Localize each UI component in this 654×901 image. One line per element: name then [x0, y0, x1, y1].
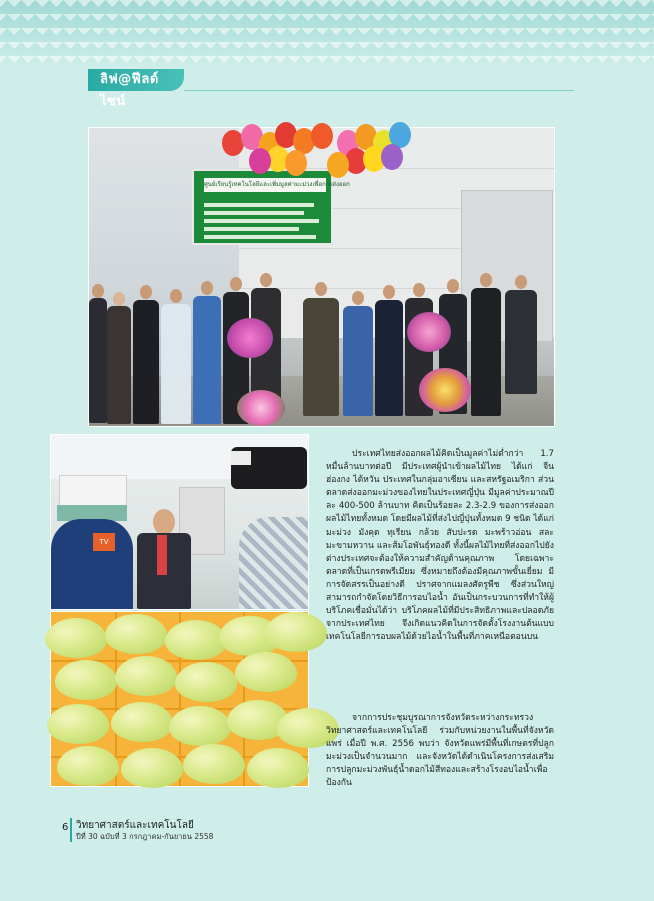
mango: [247, 748, 309, 788]
interview-photo: [50, 434, 309, 610]
ceremony-photo: [88, 127, 555, 427]
reporter: [51, 519, 133, 609]
sign-title: ศูนย์เรียนรู้เทคโนโลยีและเพิ่มมูลค่ามะม่วงเพื่อการส่งออก: [204, 178, 326, 192]
mango: [57, 746, 119, 786]
mango: [111, 702, 173, 742]
article-paragraph: ประเทศไทยส่งออกผลไม้คิดเป็นมูลค่าไม่ต่ำกว่า 1.7 หมื่นล้านบาทต่อปี มีประเทศผู้นำเข้าผลไม้ไทย ได้แก่ จีน ฮ่องกง ไต้หวัน ประเทศในกลุ่มอาเซียน และสหรัฐอเมริกา ส่วนตลาดส่งออกมะม่วงของไทยในประเทศญี่ปุ่น มีมูลค่าประมาณปีละ 400-500 ล้านบาท คิดเป็นร้อยละ 2.3-2.9 ของการส่งออกผลไม้ไทยทั้งหมด โดยมีผลไม้ที่ส่งไปญี่ปุ่นทั้งหมด 9 ชนิด ได้แก่ มะม่วง มังคุด ทุเรียน กล้วย สับปะรด มะพร้าวอ่อน สละ มะขามหวาน และส้มโอพันธุ์ทองดี ทั้งนี้ผลไม้ไทยที่ส่งออกไปยังต่างประเทศจะต้องให้ความสำคัญด้านคุณภาพ โดยเฉพาะตลาดที่เป็นเกรดพรีเมียม ซึ่งหมายถึงต้องมีคุณภาพขั้นเยี่ยม มีการจัดสรรเป็นอย่างดี ปราศจากแมลงศัตรูพืช ซึ่งส่วนใหญ่สามารถกำจัดโดยวิธีการอบไอน้ำ อันเป็นกระบวนการที่ทำให้ผู้บริโภคเชื่อมั่นได้ว่า บริโภคผลไม้ที่มีประสิทธิภาพและปลอดภัยจากประเทศไทย จึงเกิดแนวคิดในการจัดตั้งโรงงานต้นแบบเทคโนโลยีการอบผลไม้ด้วยไอน้ำในพื้นที่ภาคเหนือตอนบน: [326, 449, 554, 643]
page-number: 6: [62, 822, 69, 833]
footer-divider: [70, 818, 72, 842]
mango: [169, 706, 231, 746]
mango: [47, 704, 109, 744]
mango: [105, 614, 167, 654]
mango: [115, 656, 177, 696]
mango: [45, 618, 107, 658]
balloon: [311, 123, 333, 149]
flower-arrangement: [227, 318, 273, 358]
magazine-title: วิทยาศาสตร์และเทคโนโลยี: [76, 820, 194, 831]
cameraman: [239, 517, 308, 609]
header-pattern: [0, 0, 654, 68]
mango: [165, 620, 227, 660]
mango: [235, 652, 297, 692]
mango: [55, 660, 117, 700]
flower-arrangement: [237, 390, 285, 426]
flower-arrangement: [407, 312, 451, 352]
flower-arrangement: [419, 368, 471, 412]
mic-label: TV: [93, 533, 115, 551]
balloon: [249, 148, 271, 174]
section-divider: [184, 90, 574, 91]
article-paragraph: จากการประชุมบูรณาการจังหวัดระหว่างกระทรวงวิทยาศาสตร์และเทคโนโลยี ร่วมกับหน่วยงานในพื้นที่จังหวัดแพร่ เมื่อปี พ.ศ. 2556 พบว่า จังหวัดแพร่มีพื้นที่เกษตรที่ปลูกมะม่วงเป็นจำนวนมาก และจังหวัดได้ดำเนินโครงการส่งเสริมการปลูกมะม่วงพันธุ์น้ำดอกไม้สีทองและสร้างโรงอบไอน้ำเพื่อป้องกัน: [326, 713, 554, 789]
center-sign: [192, 169, 350, 245]
section-tag: ลิฟ@ฟีลด์ไซน์: [88, 69, 184, 91]
mango: [175, 662, 237, 702]
balloon: [327, 152, 349, 178]
issue-info: ปีที่ 30 ฉบับที่ 3 กรกฎาคม-กันยายน 2558: [76, 832, 214, 841]
mango: [265, 612, 327, 652]
balloon: [285, 150, 307, 176]
mango: [121, 748, 183, 788]
balloon: [381, 144, 403, 170]
mango: [183, 744, 245, 784]
mango-tray-photo: [50, 611, 309, 787]
